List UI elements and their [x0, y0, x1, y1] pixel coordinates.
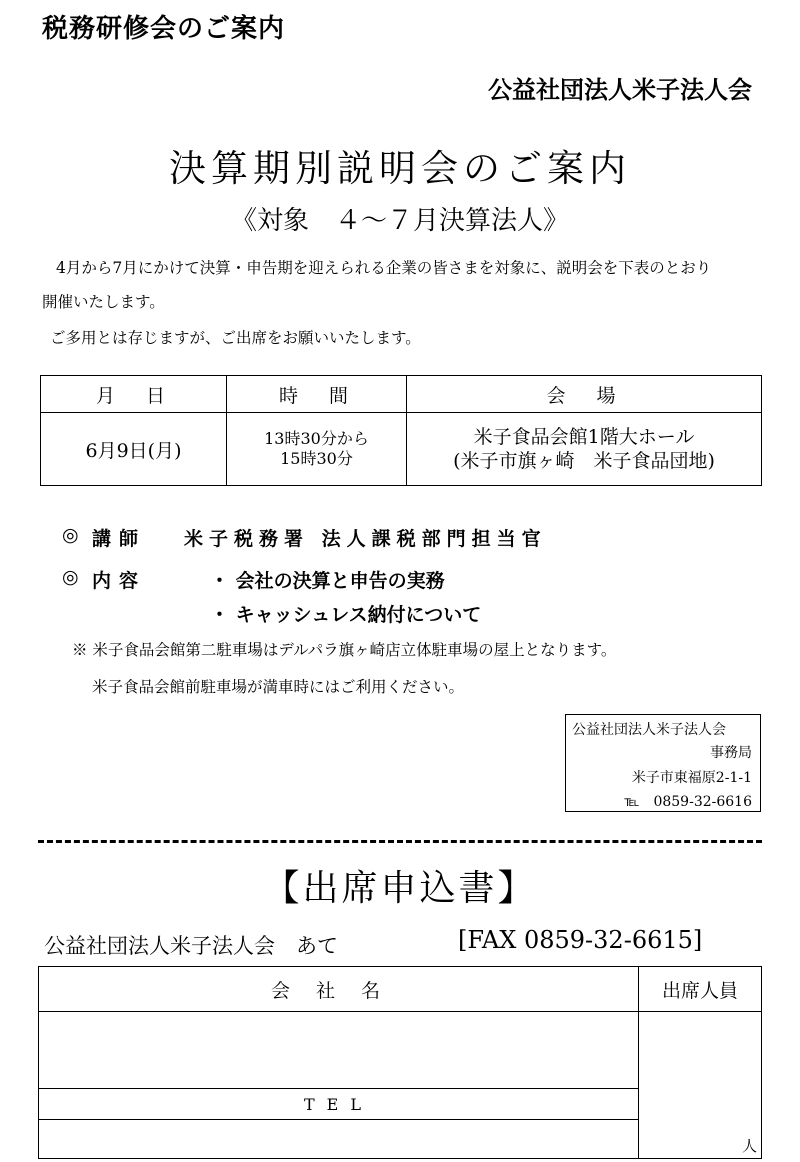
- schedule-venue-address: (米子市旗ヶ崎 米子食品団地): [453, 450, 715, 472]
- lecturer-mark-icon: ◎: [62, 524, 79, 546]
- parking-note-1: ※ 米子食品会館第二駐車場はデルパラ旗ヶ崎店立体駐車場の屋上となります。: [72, 641, 617, 659]
- intro-line-2: 開催いたします。: [42, 293, 165, 311]
- parking-note-2: 米子食品会館前駐車場が満車時にはご利用ください。: [92, 678, 465, 696]
- form-fax: [FAX 0859-32-6615]: [458, 926, 703, 954]
- schedule-row: [41, 413, 762, 486]
- form-header-row: [39, 967, 762, 1012]
- schedule-header-venue: 会 場: [407, 376, 762, 413]
- form-addressee: 公益社団法人米子法人会 あて: [44, 934, 338, 958]
- schedule-venue: [407, 413, 762, 486]
- subtitle: 《対象 ４～７月決算法人》: [230, 206, 569, 236]
- lecturer-value: 米子税務署 法人課税部門担当官: [184, 528, 547, 550]
- header-title: 税務研修会のご案内: [42, 14, 286, 44]
- lecturer-label: 講師: [92, 528, 147, 550]
- tel-field[interactable]: [39, 1120, 639, 1159]
- content-item: ・ 会社の決算と申告の実務: [210, 570, 445, 592]
- schedule-date: 6月9日(月): [41, 413, 227, 486]
- contact-address: 米子市東福原2-1-1: [631, 770, 752, 786]
- tel-label: TEL: [39, 1089, 639, 1120]
- company-name-field[interactable]: [39, 1012, 639, 1089]
- organization-name: 公益社団法人米子法人会: [488, 76, 752, 104]
- contact-office: 事務局: [710, 745, 752, 761]
- schedule-time-start: 13時30分から: [264, 429, 369, 448]
- content-label: 内容: [92, 570, 147, 592]
- intro-line-1: 4月から7月にかけて決算・申告期を迎えられる企業の皆さまを対象に、説明会を下表のとおり: [56, 259, 712, 277]
- schedule-time-end: 15時30分: [280, 449, 353, 468]
- schedule-header-row: [41, 376, 762, 413]
- contact-box: [565, 714, 761, 812]
- application-form-table: [38, 966, 762, 1159]
- schedule-header-date: 月 日: [41, 376, 227, 413]
- attendees-field[interactable]: [639, 1012, 762, 1159]
- schedule-venue-name: 米子食品会館1階大ホール: [473, 426, 695, 448]
- cut-line-divider: [38, 840, 762, 843]
- schedule-header-time: 時 間: [227, 376, 407, 413]
- content-mark-icon: ◎: [62, 566, 79, 588]
- content-item: ・ キャッシュレス納付について: [210, 604, 482, 626]
- main-title: 決算期別説明会のご案内: [169, 147, 631, 190]
- company-name-row: [39, 1012, 762, 1089]
- intro-line-3: ご多用とは存じますが、ご出席をお願いいたします。: [50, 329, 421, 347]
- attendees-header: 出席人員: [639, 967, 762, 1012]
- schedule-table: [40, 375, 762, 486]
- form-title: 【出席申込書】: [263, 868, 537, 909]
- contact-organization: 公益社団法人米子法人会: [572, 722, 726, 738]
- company-name-header: 会社名: [39, 967, 639, 1012]
- schedule-time: [227, 413, 407, 486]
- attendees-unit: 人: [741, 1137, 757, 1155]
- contact-tel: ℡ 0859-32-6616: [624, 794, 752, 810]
